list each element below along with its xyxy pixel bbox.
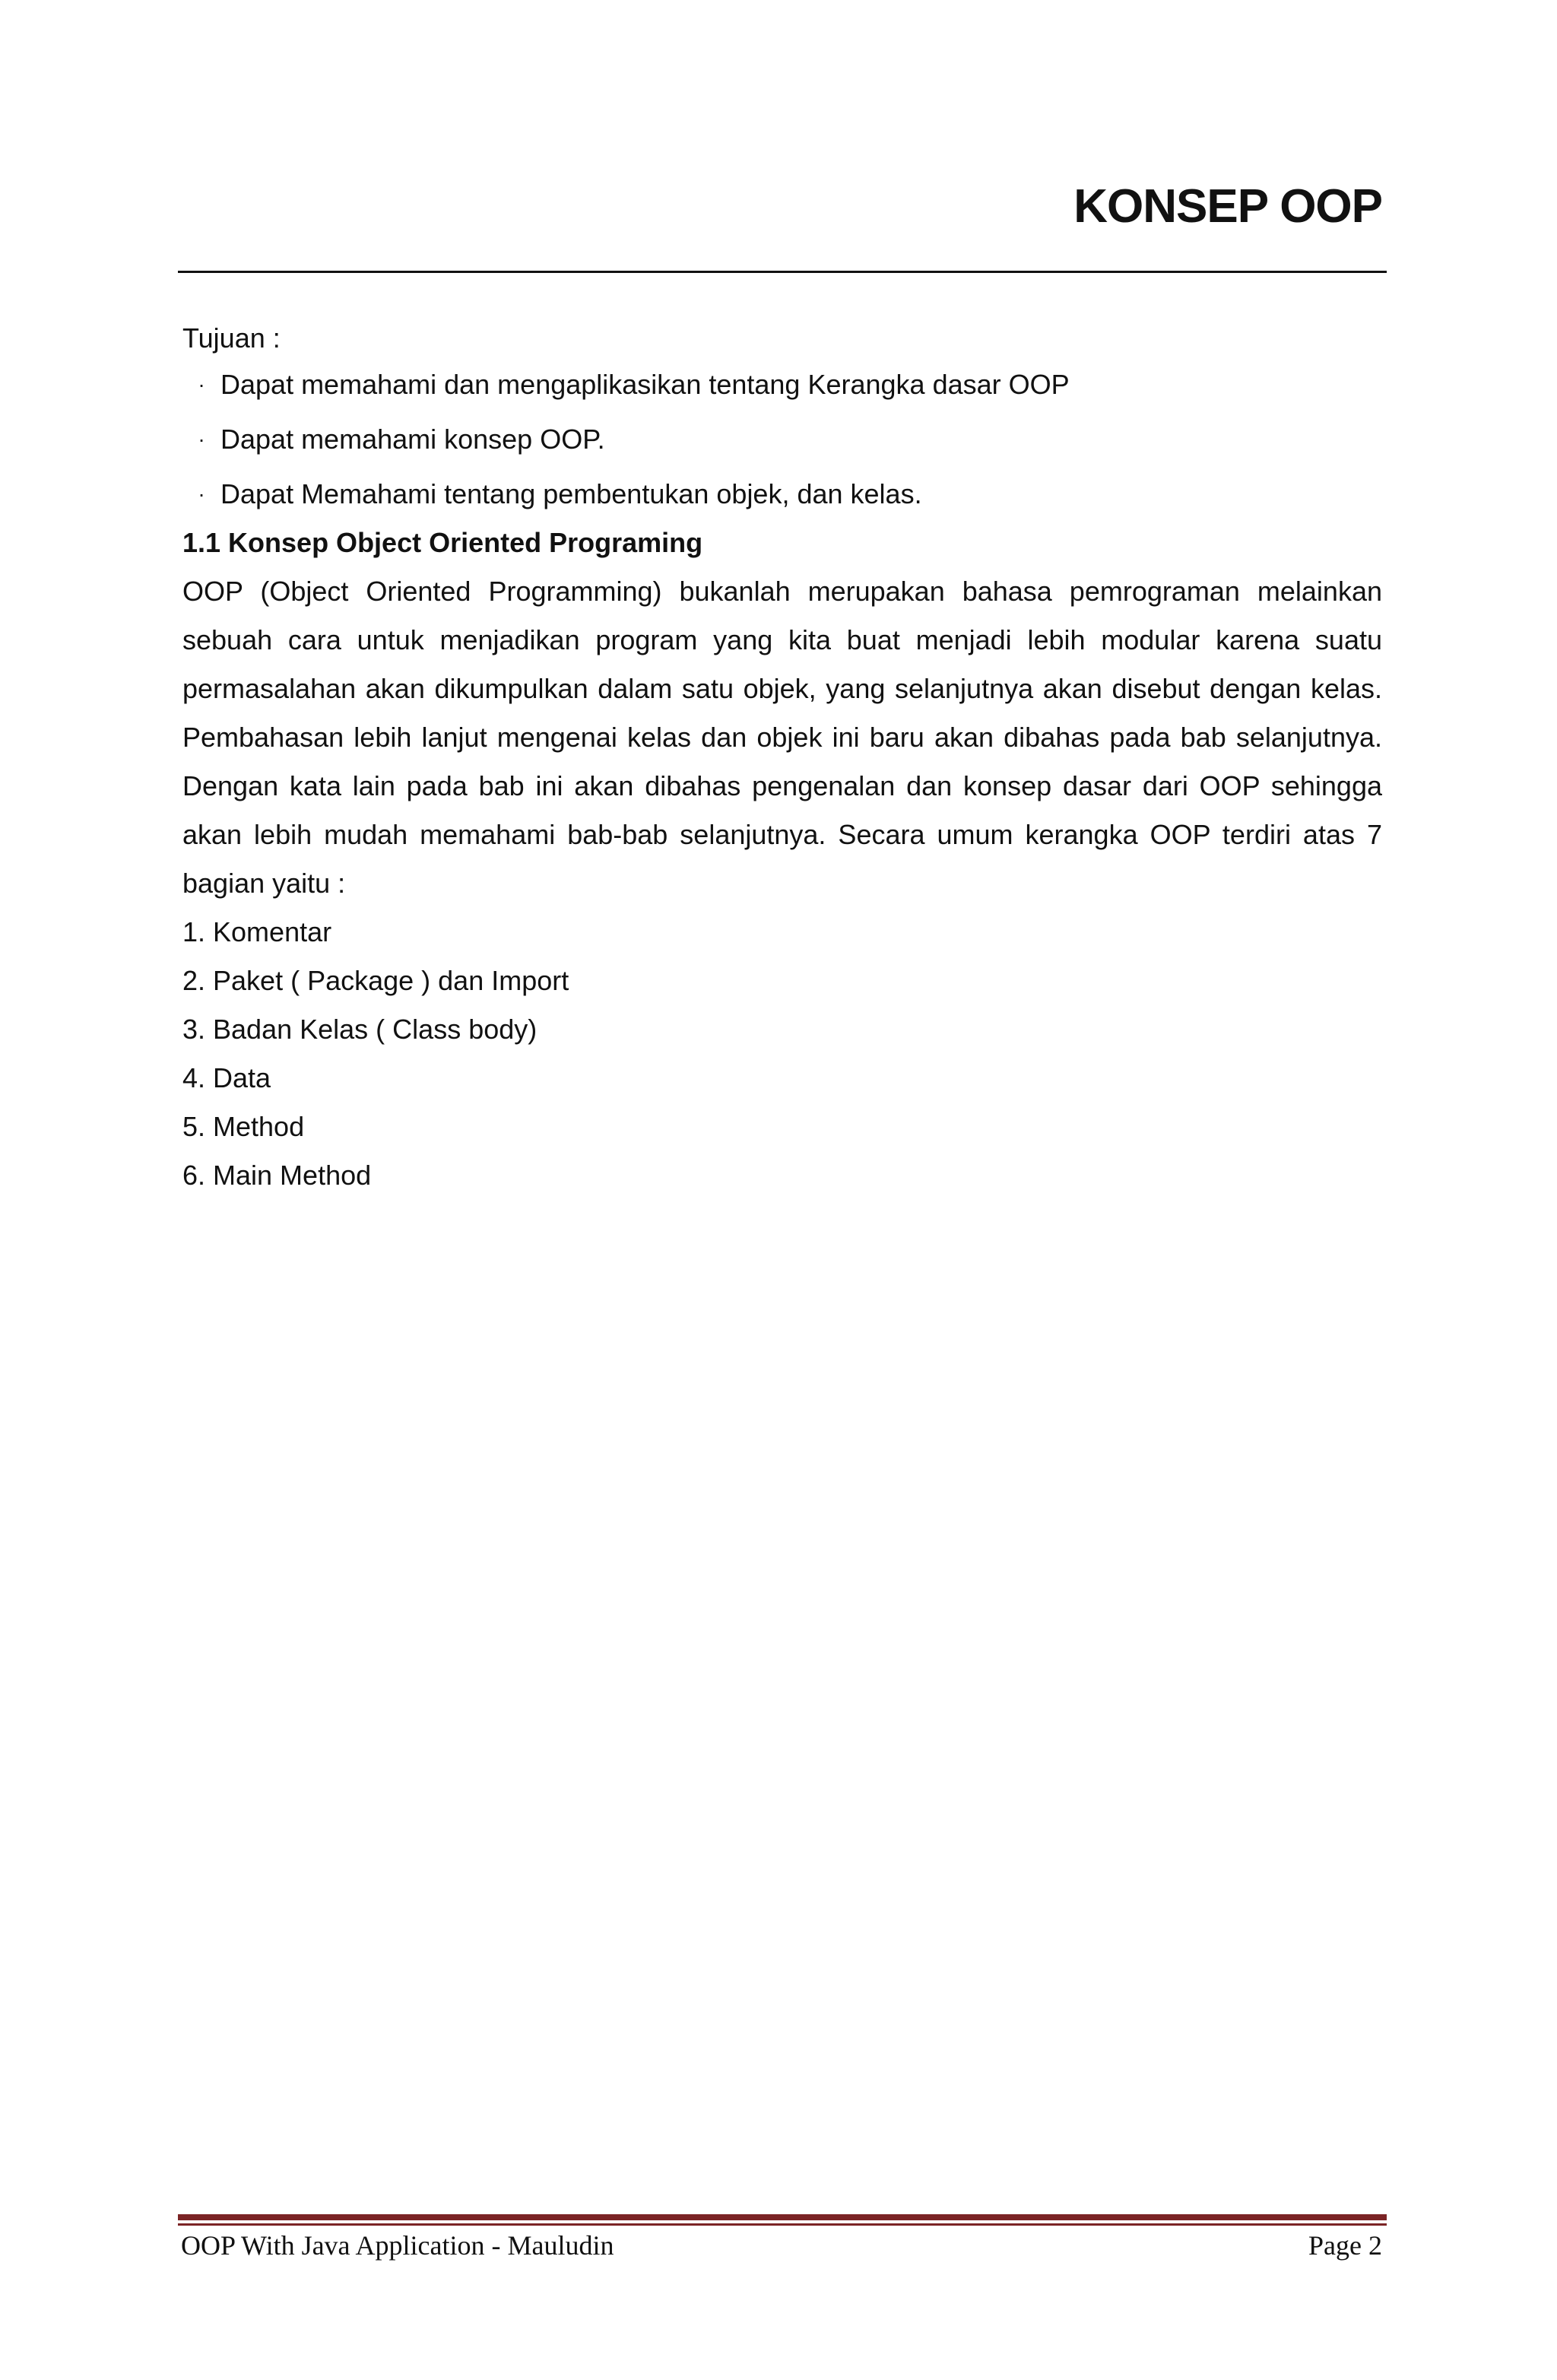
objective-item [182,412,1382,467]
page-number: Page 2 [1308,2230,1382,2261]
title-divider [178,271,1387,273]
list-item: 5. Method [182,1111,305,1142]
footer-divider-thick [178,2214,1387,2220]
objectives-list [182,357,1382,522]
bullet-icon: · [198,482,205,506]
list-item: 1. Komentar [182,916,332,947]
page-title: KONSEP OOP [1073,180,1382,233]
page-footer [181,2226,1382,2264]
objective-text: Dapat memahami dan mengaplikasikan tentang Kerangka dasar OOP [220,369,1070,400]
objective-text: Dapat Memahami tentang pembentukan objek, dan kelas. [220,478,922,509]
objectives-label: Tujuan : [182,322,281,354]
main-content [182,319,1382,1200]
framework-parts-list [182,908,1382,1200]
objective-item [182,467,1382,522]
footer-divider-thin [178,2223,1387,2226]
footer-book-title: OOP With Java Application - Mauludin [181,2230,614,2261]
section-paragraph: OOP (Object Oriented Programming) bukanlah merupakan bahasa pemrograman melainkan sebuah cara untuk menjadikan program yang kita buat menjadi lebih modular karena suatu permasalahan akan dikumpulkan dalam satu objek, yang selanjutnya akan disebut dengan kelas. Pembahasan lebih lanjut mengenai kelas dan objek ini baru akan dibahas pada bab selanjutnya. Dengan kata lain pada bab ini akan dibahas pengenalan dan konsep dasar dari OOP sehingga akan lebih mudah memahami bab-bab selanjutnya. Secara umum kerangka OOP terdiri atas 7 bagian yaitu : [182,576,1382,899]
list-item: 2. Paket ( Package ) dan Import [182,965,569,996]
list-item: 3. Badan Kelas ( Class body) [182,1014,537,1045]
bullet-icon: · [198,427,205,451]
list-item: 4. Data [182,1062,271,1093]
section-heading: 1.1 Konsep Object Oriented Programing [182,527,703,558]
objective-text: Dapat memahami konsep OOP. [220,424,605,455]
list-item: 6. Main Method [182,1160,372,1191]
objective-item [182,357,1382,412]
bullet-icon: · [198,373,205,396]
